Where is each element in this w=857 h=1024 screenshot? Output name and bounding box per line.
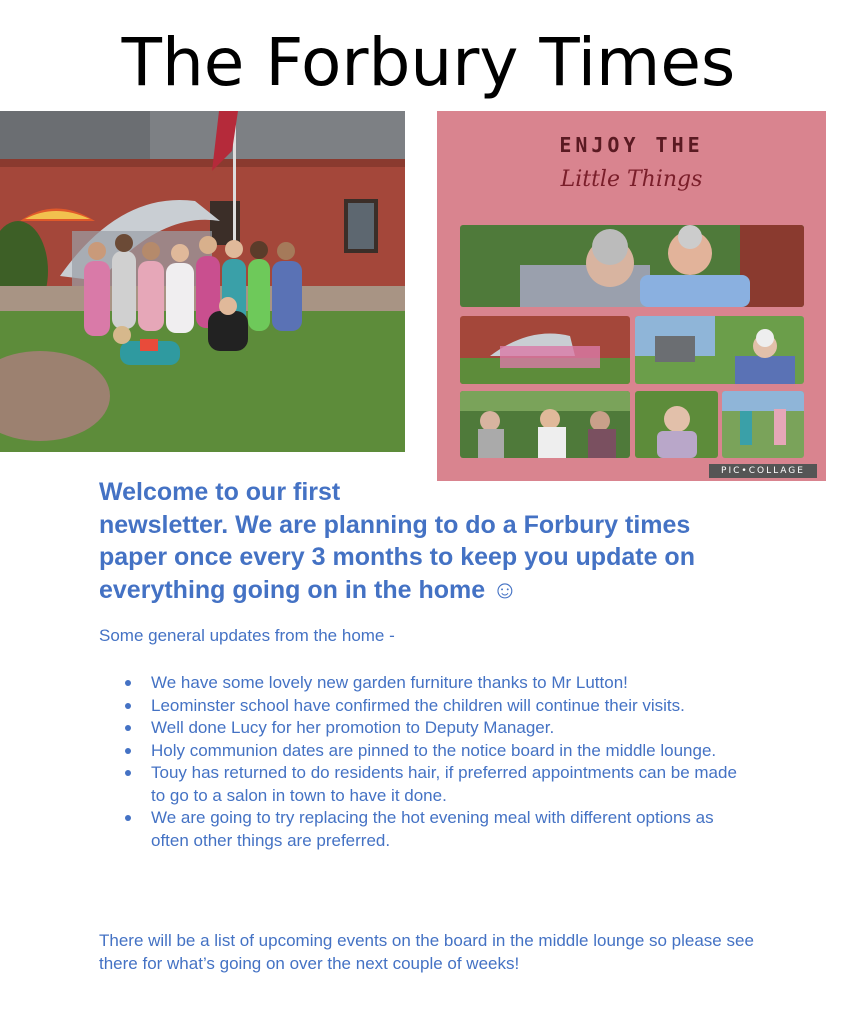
update-item: We have some lovely new garden furniture thanks to Mr Lutton! bbox=[99, 672, 749, 695]
welcome-line-1: Welcome to our first bbox=[99, 478, 341, 506]
collage-photo-residents-couple bbox=[460, 225, 804, 307]
collage-photo-garden-game bbox=[722, 391, 804, 458]
staff-group-photo bbox=[0, 111, 405, 452]
collage-script-heading: Little Things bbox=[560, 167, 703, 192]
welcome-line-rest: newsletter. We are planning to do a Forbury times paper once every 3 months to keep you update on everything going on in the home ☺ bbox=[99, 510, 695, 604]
newsletter-title: The Forbury Times bbox=[121, 24, 736, 101]
collage-photo-resident-outdoors bbox=[635, 316, 804, 384]
collage-photo-lawn-gathering bbox=[460, 391, 630, 458]
update-item: Leominster school have confirmed the children will continue their visits. bbox=[99, 695, 749, 718]
collage-photo-residents-couple-illustration bbox=[460, 225, 804, 307]
photo-collage bbox=[437, 111, 826, 481]
collage-photo-resident-portrait-illustration bbox=[635, 391, 718, 458]
collage-photo-group-illustration bbox=[460, 316, 630, 384]
updates-list bbox=[99, 672, 749, 852]
collage-photo-group bbox=[460, 316, 630, 384]
collage-photo-resident-outdoors-illustration bbox=[635, 316, 804, 384]
update-item: We are going to try replacing the hot evening meal with different options as often other things are preferred. bbox=[99, 807, 749, 852]
update-item: Holy communion dates are pinned to the notice board in the middle lounge. bbox=[99, 740, 749, 763]
collage-heading: ENJOY THE bbox=[559, 133, 704, 157]
update-item: Well done Lucy for her promotion to Deputy Manager. bbox=[99, 717, 749, 740]
upcoming-events-note: There will be a list of upcoming events on the board in the middle lounge so please see there for what’s going on over the next couple of weeks! bbox=[99, 931, 754, 973]
welcome-message bbox=[99, 476, 749, 606]
update-item: Touy has returned to do residents hair, if preferred appointments can be made to go to a salon in town to have it done. bbox=[99, 762, 749, 807]
collage-app-badge: PIC•COLLAGE bbox=[709, 464, 817, 478]
collage-photo-garden-game-illustration bbox=[722, 391, 804, 458]
staff-group-photo-illustration bbox=[0, 111, 405, 452]
updates-subheading: Some general updates from the home - bbox=[99, 626, 395, 645]
collage-photo-resident-portrait bbox=[635, 391, 718, 458]
collage-photo-lawn-gathering-illustration bbox=[460, 391, 630, 458]
